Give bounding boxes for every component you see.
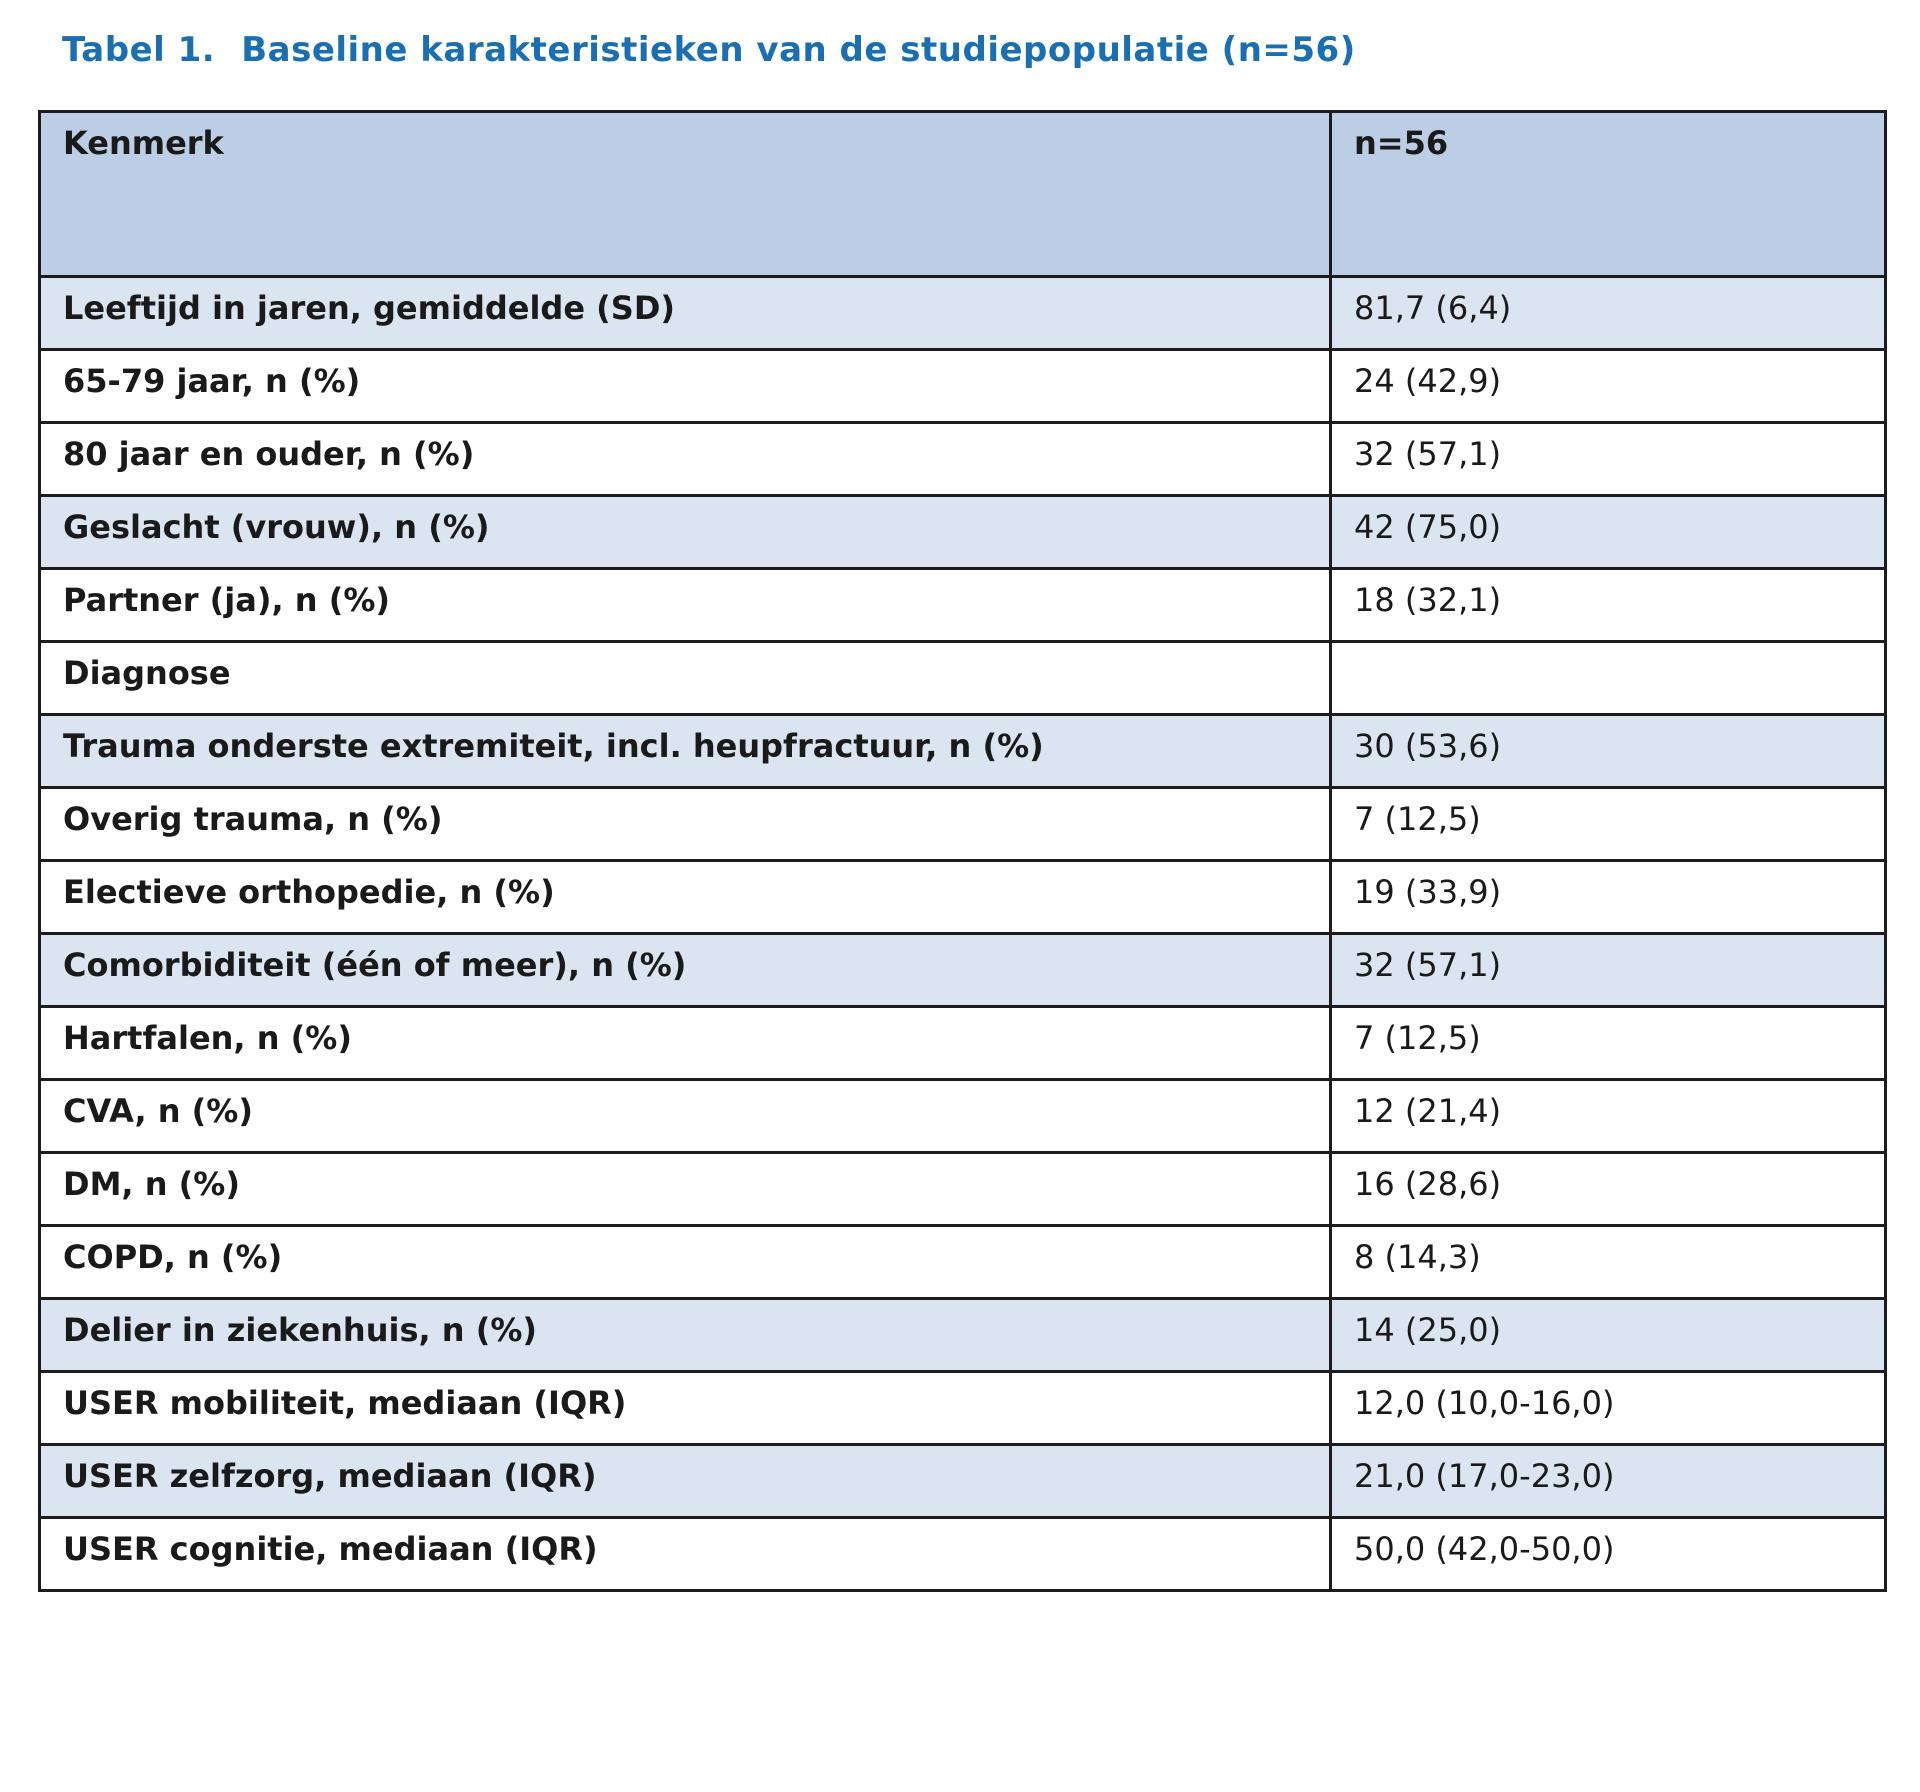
row-value: 32 (57,1) — [1331, 934, 1886, 1007]
row-value: 7 (12,5) — [1331, 1007, 1886, 1080]
table-row — [40, 1372, 1886, 1445]
table-row — [40, 861, 1886, 934]
row-value: 7 (12,5) — [1331, 788, 1886, 861]
table-row — [40, 715, 1886, 788]
table-row — [40, 496, 1886, 569]
row-value: 12,0 (10,0-16,0) — [1331, 1372, 1886, 1445]
table-row — [40, 642, 1886, 715]
table-row — [40, 1153, 1886, 1226]
row-label: Trauma onderste extremiteit, incl. heupfractuur, n (%) — [40, 715, 1331, 788]
row-value: 8 (14,3) — [1331, 1226, 1886, 1299]
table-number: Tabel 1. — [62, 30, 216, 70]
row-label: DM, n (%) — [40, 1153, 1331, 1226]
row-label: Geslacht (vrouw), n (%) — [40, 496, 1331, 569]
table-title — [62, 30, 1356, 70]
row-label: Leeftijd in jaren, gemiddelde (SD) — [40, 277, 1331, 350]
row-label: Hartfalen, n (%) — [40, 1007, 1331, 1080]
table-row — [40, 423, 1886, 496]
row-value: 81,7 (6,4) — [1331, 277, 1886, 350]
row-value: 16 (28,6) — [1331, 1153, 1886, 1226]
baseline-table — [38, 110, 1887, 1592]
row-label: 65-79 jaar, n (%) — [40, 350, 1331, 423]
row-value: 32 (57,1) — [1331, 423, 1886, 496]
row-label: 80 jaar en ouder, n (%) — [40, 423, 1331, 496]
row-label: Electieve orthopedie, n (%) — [40, 861, 1331, 934]
header-row — [40, 112, 1886, 277]
table-caption: Baseline karakteristieken van de studiepopulatie (n=56) — [241, 30, 1356, 70]
row-value — [1331, 642, 1886, 715]
row-value: 12 (21,4) — [1331, 1080, 1886, 1153]
row-label: Overig trauma, n (%) — [40, 788, 1331, 861]
row-label: Diagnose — [40, 642, 1331, 715]
row-value: 42 (75,0) — [1331, 496, 1886, 569]
table-row — [40, 1007, 1886, 1080]
row-value: 30 (53,6) — [1331, 715, 1886, 788]
row-label: Comorbiditeit (één of meer), n (%) — [40, 934, 1331, 1007]
row-label: USER mobiliteit, mediaan (IQR) — [40, 1372, 1331, 1445]
row-value: 21,0 (17,0-23,0) — [1331, 1445, 1886, 1518]
table-row — [40, 788, 1886, 861]
row-label: Partner (ja), n (%) — [40, 569, 1331, 642]
row-label: COPD, n (%) — [40, 1226, 1331, 1299]
table-row — [40, 1299, 1886, 1372]
header-n: n=56 — [1331, 112, 1886, 277]
row-value: 50,0 (42,0-50,0) — [1331, 1518, 1886, 1591]
row-value: 24 (42,9) — [1331, 350, 1886, 423]
table-row — [40, 569, 1886, 642]
row-label: Delier in ziekenhuis, n (%) — [40, 1299, 1331, 1372]
row-label: CVA, n (%) — [40, 1080, 1331, 1153]
row-value: 14 (25,0) — [1331, 1299, 1886, 1372]
row-value: 19 (33,9) — [1331, 861, 1886, 934]
row-label: USER cognitie, mediaan (IQR) — [40, 1518, 1331, 1591]
table-row — [40, 1226, 1886, 1299]
row-label: USER zelfzorg, mediaan (IQR) — [40, 1445, 1331, 1518]
table-row — [40, 934, 1886, 1007]
header-kenmerk: Kenmerk — [40, 112, 1331, 277]
row-value: 18 (32,1) — [1331, 569, 1886, 642]
table-row — [40, 1518, 1886, 1591]
table-row — [40, 350, 1886, 423]
table-row — [40, 277, 1886, 350]
table-row — [40, 1080, 1886, 1153]
table-row — [40, 1445, 1886, 1518]
